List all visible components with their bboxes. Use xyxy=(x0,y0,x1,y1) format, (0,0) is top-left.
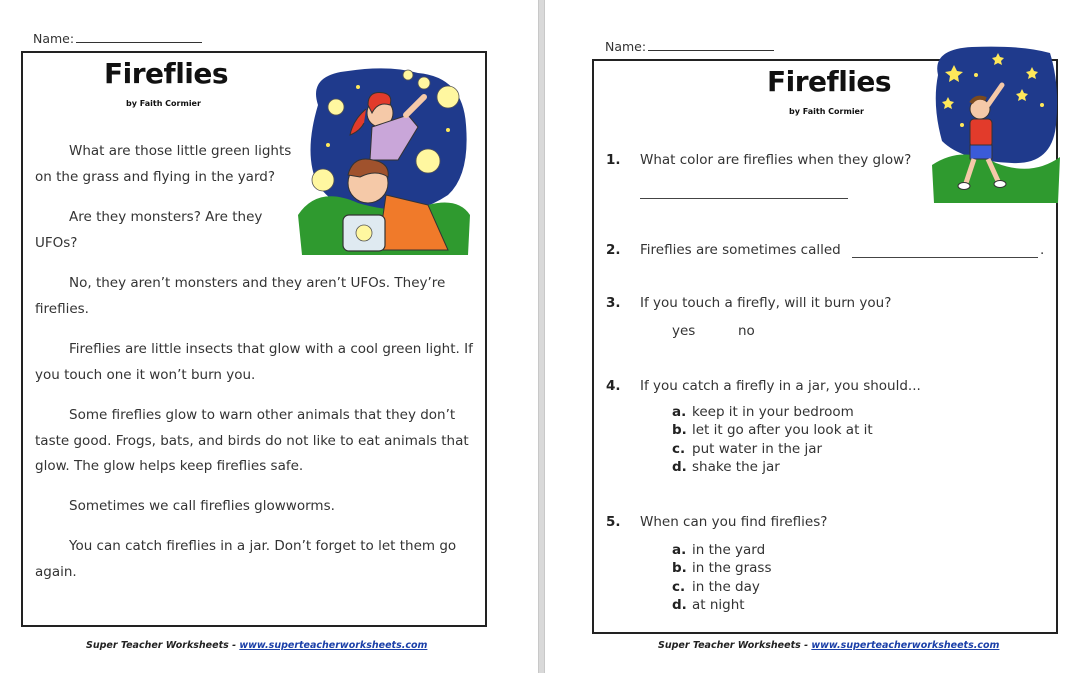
page-divider xyxy=(538,0,545,673)
option-yes[interactable]: yes xyxy=(672,323,696,339)
question-4-choices xyxy=(672,404,873,477)
question-5-choices xyxy=(672,542,772,615)
name-field xyxy=(605,39,774,54)
story-paragraph: What are those little green lights on the grass and flying in the yard? xyxy=(35,143,292,185)
choice-item[interactable]: a. keep it in your bedroom xyxy=(672,404,854,420)
page-footer: Super Teacher Worksheets - www.superteacherworksheets.com xyxy=(86,640,428,651)
answer-line-1[interactable] xyxy=(640,198,848,199)
boy-catching-fireflies-illustration xyxy=(932,45,1060,203)
choice-item[interactable]: d. at night xyxy=(672,596,745,613)
answer-line-2[interactable] xyxy=(852,257,1038,258)
choice-item[interactable]: b. in the grass xyxy=(672,560,772,577)
choice-item[interactable]: c. in the day xyxy=(672,578,760,595)
story-paragraph: No, they aren’t monsters and they aren’t UFOs. They’re fireflies. xyxy=(35,275,446,317)
name-label: Name: xyxy=(605,39,647,54)
story-paragraph: Are they monsters? Are they UFOs? xyxy=(35,209,263,251)
page-title: Fireflies xyxy=(767,65,892,98)
questions-frame: Fireflies by Faith Cormier 1. What color are fireflies when they glow? 2. Fireflies are sometimes called . 3. If you touch a firefly, will it burn you? yes no 4. If you catch a firefly in a jar, you should... a. keep it in your bedroom b. let it go after you look at it c. put water in the jar d. shake the jar 5. When can you find fireflies? a. in the yard b. in the grass c. in the day d. at night xyxy=(592,59,1058,634)
name-blank-line xyxy=(648,39,774,51)
story-paragraph: Some fireflies glow to warn other animals that they don’t taste good. Frogs, bats, and birds do not like to eat animals that glow. The glow helps keep fireflies safe. xyxy=(35,407,469,474)
choice-item[interactable]: b. let it go after you look at it xyxy=(672,422,873,439)
story-paragraph: Sometimes we call fireflies glowworms. xyxy=(69,498,335,514)
reading-passage-page xyxy=(0,0,538,673)
choice-item[interactable]: a. in the yard xyxy=(672,542,766,558)
footer-link[interactable]: www.superteacherworksheets.com xyxy=(811,640,1000,651)
name-label: Name: xyxy=(33,31,75,46)
question-2-period: . xyxy=(1040,242,1045,258)
passage-frame xyxy=(21,51,487,627)
option-no[interactable]: no xyxy=(738,323,755,339)
name-blank-line xyxy=(76,31,202,43)
name-field xyxy=(33,31,202,46)
story-paragraph: You can catch fireflies in a jar. Don’t forget to let them go again. xyxy=(35,538,457,580)
byline: by Faith Cormier xyxy=(789,107,864,116)
page-title: Fireflies xyxy=(104,57,229,90)
questions-page xyxy=(545,0,1080,673)
choice-item[interactable]: d. shake the jar xyxy=(672,458,780,475)
page-footer: Super Teacher Worksheets - www.superteacherworksheets.com xyxy=(658,640,1000,651)
story-paragraph: Fireflies are little insects that glow with a cool green light. If you touch one it won’t burn you. xyxy=(35,341,473,383)
byline: by Faith Cormier xyxy=(126,99,201,108)
footer-link[interactable]: www.superteacherworksheets.com xyxy=(239,640,428,651)
choice-item[interactable]: c. put water in the jar xyxy=(672,440,823,457)
